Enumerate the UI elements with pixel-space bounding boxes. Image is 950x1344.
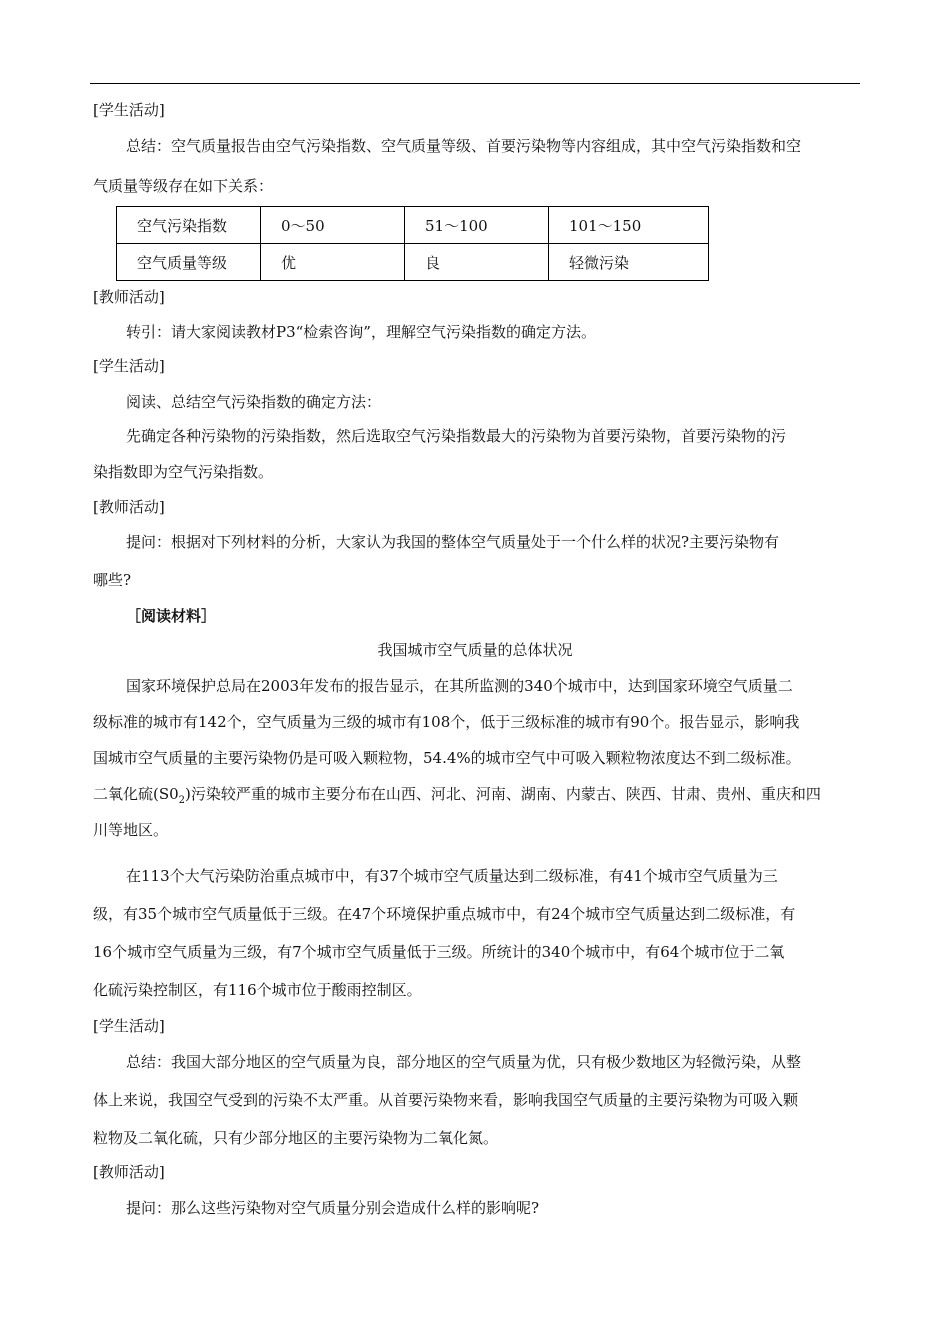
summary-line-2: 气质量等级存在如下关系： <box>93 177 274 195</box>
aqi-table <box>116 206 709 281</box>
reading-instruction: 阅读、总结空气污染指数的确定方法： <box>126 393 382 411</box>
so2-rest: )污染较严重的城市主要分布在山西、河北、河南、湖南、内蒙古、陕西、甘肃、贵州、重庆和四 <box>185 785 821 803</box>
student-activity-label: [学生活动] <box>93 1017 165 1035</box>
student-activity-label: [学生活动] <box>93 101 165 119</box>
summary2-line-2: 体上来说，我国空气受到的污染不太严重。从首要污染物来看，影响我国空气质量的主要污染物为可吸入颗 <box>93 1091 799 1109</box>
reading-title: 我国城市空气质量的总体状况 <box>377 641 573 659</box>
paragraph-line: 国家环境保护总局在2003年发布的报告显示，在其所监测的340个城市中，达到国家环境空气质量二 <box>126 677 793 695</box>
table-cell: 优 <box>261 244 405 281</box>
table-cell: 0～50 <box>261 207 405 244</box>
method-line-2: 染指数即为空气污染指数。 <box>93 463 274 481</box>
table-cell: 良 <box>405 244 549 281</box>
paragraph-line: 16个城市空气质量为三级，有7个城市空气质量低于三级。所统计的340个城市中，有64个城市位于二氧 <box>93 943 785 961</box>
question-line-2: 哪些? <box>93 571 132 589</box>
paragraph-line: 化硫污染控制区，有116个城市位于酸雨控制区。 <box>93 981 422 999</box>
paragraph-line: 国城市空气质量的主要污染物仍是可吸入颗粒物，54.4%的城市空气中可吸入颗粒物浓度达不到二级标准。 <box>93 749 801 767</box>
table-row <box>117 244 709 281</box>
final-question: 提问：那么这些污染物对空气质量分别会造成什么样的影响呢? <box>126 1199 540 1217</box>
paragraph-line: 级，有35个城市空气质量低于三级。在47个环境保护重点城市中，有24个城市空气质量达到二级标准，有 <box>93 905 796 923</box>
summary2-line-3: 粒物及二氧化硫，只有少部分地区的主要污染物为二氧化氮。 <box>93 1129 499 1147</box>
summary2-line-1: 总结：我国大部分地区的空气质量为良，部分地区的空气质量为优，只有极少数地区为轻微污染，从整 <box>126 1053 802 1071</box>
method-line-1: 先确定各种污染物的污染指数，然后选取空气污染指数最大的污染物为首要污染物，首要污染物的污 <box>126 427 787 445</box>
paragraph-line <box>93 784 821 811</box>
so2-subscript: 2 <box>178 795 186 806</box>
table-cell: 轻微污染 <box>549 244 709 281</box>
teacher-transfer-text: 转引：请大家阅读教材P3“检索咨询”，理解空气污染指数的确定方法。 <box>126 323 596 341</box>
header-rule <box>90 83 860 84</box>
table-row <box>117 207 709 244</box>
paragraph-line: 川等地区。 <box>93 821 169 839</box>
paragraph-line: 在113个大气污染防治重点城市中，有37个城市空气质量达到二级标准，有41个城市空气质量为三 <box>126 867 778 885</box>
summary-line-1: 总结：空气质量报告由空气污染指数、空气质量等级、首要污染物等内容组成，其中空气污染指数和空 <box>126 137 802 155</box>
teacher-activity-label: [教师活动] <box>93 288 165 306</box>
question-line-1: 提问：根据对下列材料的分析，大家认为我国的整体空气质量处于一个什么样的状况?主要污染物有 <box>126 533 780 551</box>
paragraph-line: 级标准的城市有142个，空气质量为三级的城市有108个，低于三级标准的城市有90个。报告显示，影响我 <box>93 713 800 731</box>
table-cell: 空气质量等级 <box>117 244 261 281</box>
so2-prefix: 二氧化硫(S0 <box>93 785 179 803</box>
reading-material-label: ［阅读材料］ <box>126 607 217 625</box>
student-activity-label: [学生活动] <box>93 357 165 375</box>
teacher-activity-label: [教师活动] <box>93 1163 165 1181</box>
table-cell: 51～100 <box>405 207 549 244</box>
table-cell: 空气污染指数 <box>117 207 261 244</box>
teacher-activity-label: [教师活动] <box>93 498 165 516</box>
table-cell: 101～150 <box>549 207 709 244</box>
